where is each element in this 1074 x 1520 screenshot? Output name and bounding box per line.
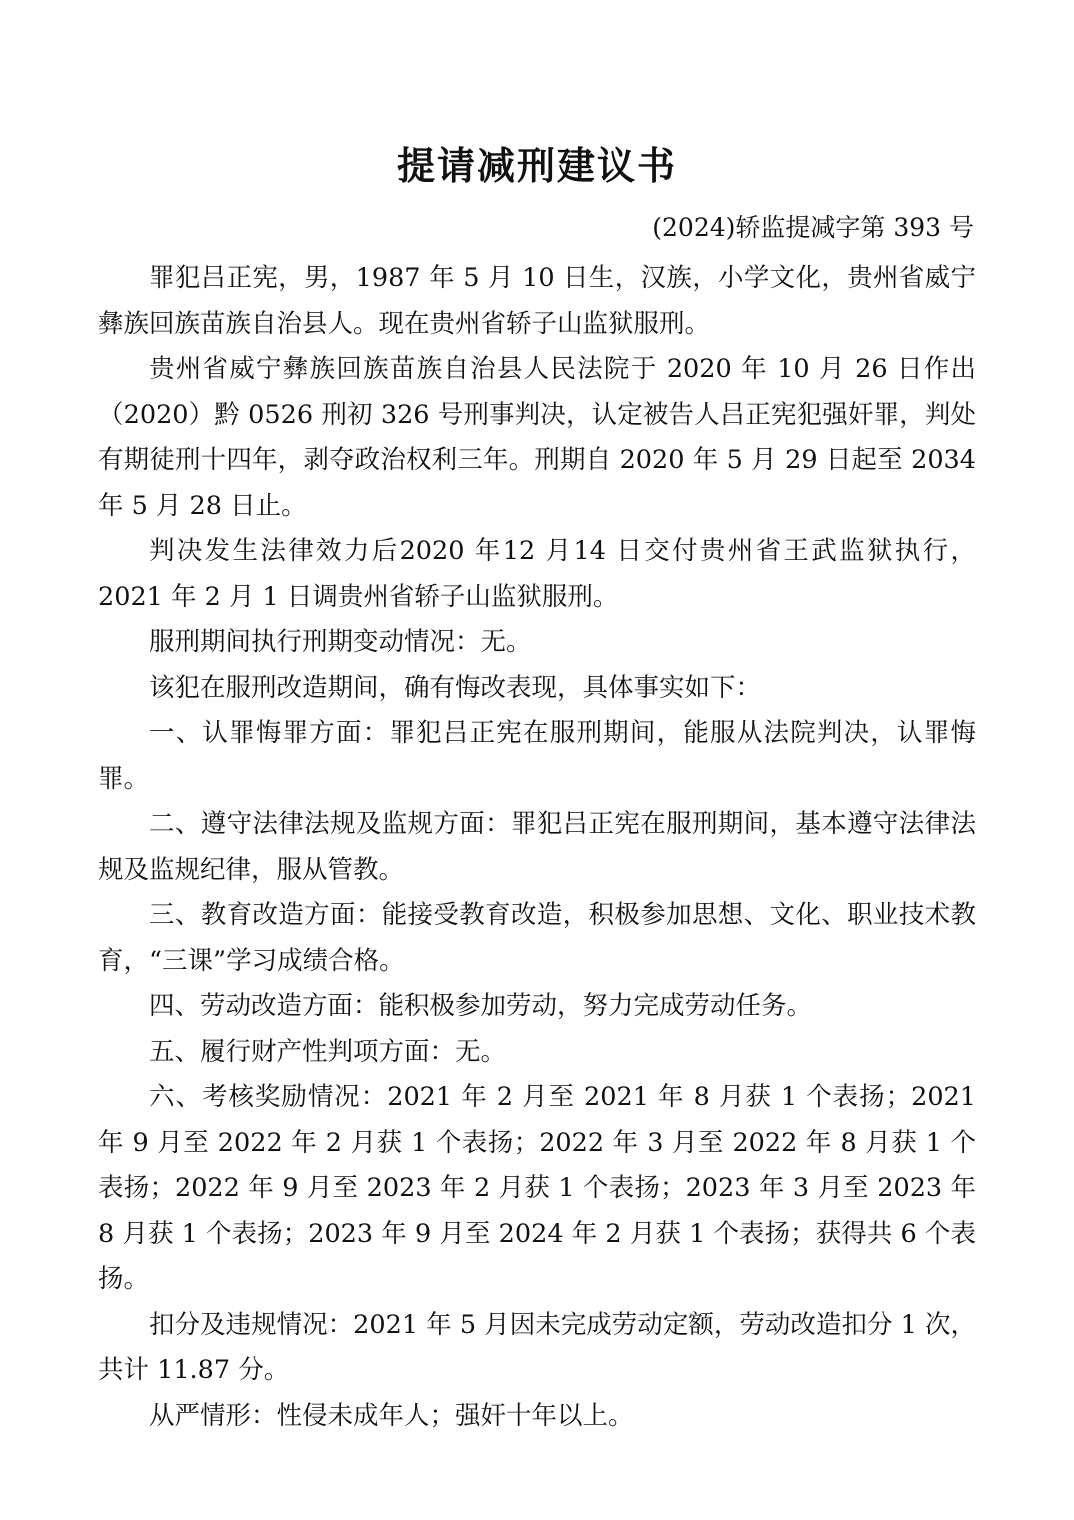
paragraph-judgment: 贵州省威宁彝族回族苗族自治县人民法院于 2020 年 10 月 26 日作出（2020）黔 0526 刑初 326 号刑事判决，认定被告人吕正宪犯强奸罪，判处有期徒刑十四年，剥夺政治权利三年。刑期自 2020 年 5 月 29 日起至 2034 年 5 月 28 日止。 <box>98 354 976 521</box>
paragraph-labor: 四、劳动改造方面：能积极参加劳动，努力完成劳动任务。 <box>149 991 813 1021</box>
paragraph-sentence-changes: 服刑期间执行刑期变动情况：无。 <box>149 627 532 657</box>
paragraph-strict-circumstances: 从严情形：性侵未成年人；强奸十年以上。 <box>149 1400 634 1431</box>
paragraph-education: 三、教育改造方面：能接受教育改造，积极参加思想、文化、职业技术教育，“三课”学习成绩合格。 <box>98 900 976 976</box>
paragraph-execution: 判决发生法律效力后2020 年12 月14 日交付贵州省王武监狱执行，2021 年 2 月 1 日调贵州省轿子山监狱服刑。 <box>98 536 976 612</box>
paragraph-violations: 扣分及违规情况：2021 年 5 月因未完成劳动定额，劳动改造扣分 1 次，共计 11.87 分。 <box>98 1309 976 1385</box>
paragraph-property: 五、履行财产性判项方面：无。 <box>149 1036 507 1067</box>
paragraph-rewards: 六、考核奖励情况：2021 年 2 月至 2021 年 8 月获 1 个表扬；2021 年 9 月至 2022 年 2 月获 1 个表扬；2022 年 3 月至 2022 年 8 月获 1 个表扬；2022 年 9 月至 2023 年 2 月获 1 个表扬；2023 年 3 月至 2023 年 8 月获 1 个表扬；2023 年 9 月至 2024 年 2 月获 1 个表扬；获得共 6 个表扬。 <box>98 1082 976 1294</box>
paragraph-facts-intro: 该犯在服刑改造期间，确有悔改表现，具体事实如下： <box>149 672 762 703</box>
paragraph-confession: 一、认罪悔罪方面：罪犯吕正宪在服刑期间，能服从法院判决，认罪悔罪。 <box>98 718 976 794</box>
paragraph-criminal-info: 罪犯吕正宪，男，1987 年 5 月 10 日生，汉族，小学文化，贵州省威宁彝族回族苗族自治县人。现在贵州省轿子山监狱服刑。 <box>98 263 976 339</box>
document-number: (2024)轿监提减字第 393 号 <box>652 213 974 242</box>
paragraph-compliance: 二、遵守法律法规及监规方面：罪犯吕正宪在服刑期间，基本遵守法律法规及监规纪律，服从管教。 <box>98 809 976 885</box>
document-body <box>98 256 976 1439</box>
document-title: 提请减刑建议书 <box>396 144 677 188</box>
